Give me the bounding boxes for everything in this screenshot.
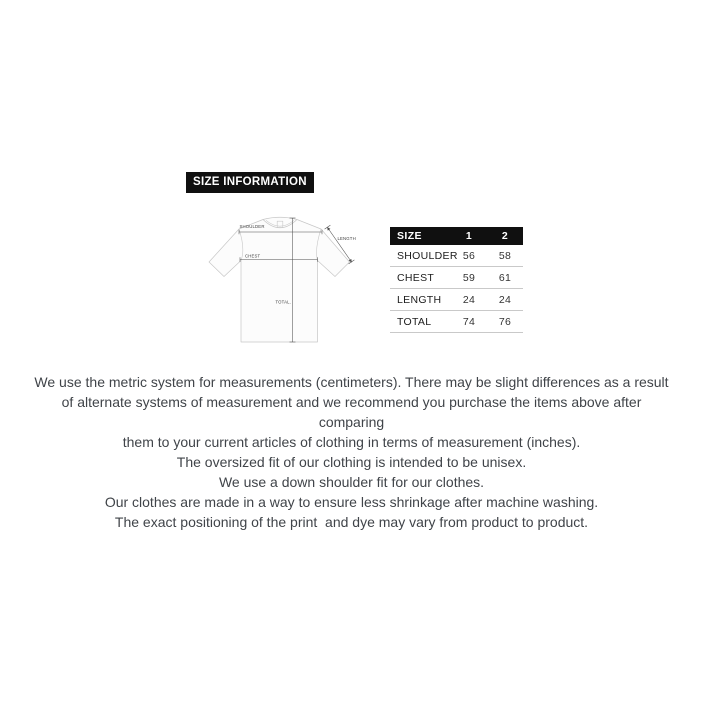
size-information-badge: SIZE INFORMATION (186, 172, 314, 193)
note-line: of alternate systems of measurement and we recommend you purchase the items above after (61, 394, 642, 410)
note-line: The oversized fit of our clothing is intended to be unisex. (176, 454, 527, 470)
note-line: comparing (318, 414, 385, 430)
table-row-total (390, 311, 523, 333)
measurement-notes (0, 372, 703, 532)
row-value: 24 (498, 293, 512, 306)
row-value: 74 (462, 315, 476, 328)
size-table-header-row (390, 227, 523, 245)
row-value: 61 (498, 271, 512, 284)
size-table (390, 227, 523, 333)
diagram-chest-label: CHEST (245, 253, 261, 259)
tshirt-measurement-diagram (200, 210, 375, 350)
row-value: 59 (462, 271, 476, 284)
note-line: Our clothes are made in a way to ensure less shrinkage after machine washing. (104, 494, 599, 510)
row-label: TOTAL (397, 315, 432, 328)
table-row-length (390, 289, 523, 311)
row-value: 58 (498, 249, 512, 262)
table-row-shoulder (390, 245, 523, 267)
tshirt-diagram-svg (200, 210, 375, 350)
size-table-header-col-2: 2 (487, 227, 523, 245)
note-line: We use the metric system for measurements (centimeters). There may be slight differences as a result (34, 374, 669, 390)
row-value: 24 (462, 293, 476, 306)
note-line: We use a down shoulder fit for our clothes. (218, 474, 485, 490)
diagram-length-label: LENGTH (337, 236, 356, 241)
row-label: SHOULDER (397, 249, 458, 262)
note-line: them to your current articles of clothing in terms of measurement (inches). (122, 434, 581, 450)
note-line: The exact positioning of the print and dye may vary from product to product. (114, 514, 589, 530)
row-value: 76 (498, 315, 512, 328)
row-label: LENGTH (397, 293, 442, 306)
tshirt-outline-icon (209, 217, 350, 342)
table-row-chest (390, 267, 523, 289)
diagram-shoulder-label: SHOULDER (239, 224, 265, 230)
size-table-header-size: SIZE (390, 227, 451, 245)
row-value: 56 (462, 249, 476, 262)
size-table-header-col-1: 1 (451, 227, 487, 245)
row-label: CHEST (397, 271, 435, 284)
diagram-total-label: TOTAL. (275, 299, 291, 305)
